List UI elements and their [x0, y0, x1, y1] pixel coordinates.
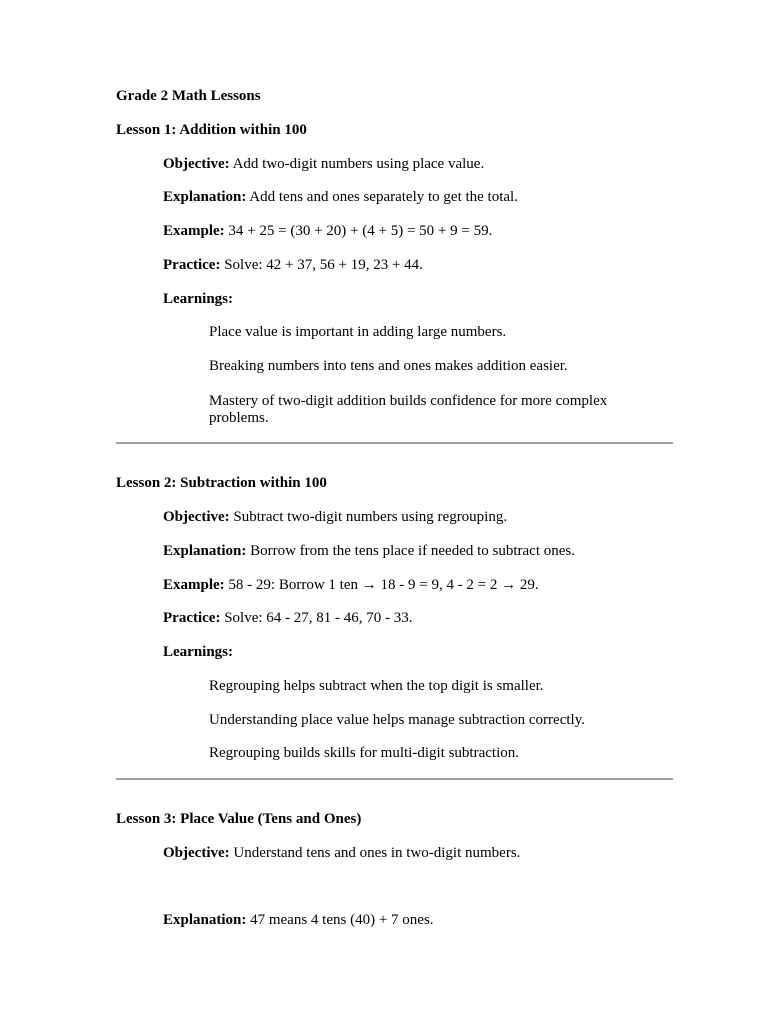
lesson-1-practice [163, 257, 423, 274]
objective-text: Add two-digit numbers using place value. [232, 156, 485, 172]
lesson-1-learning-item: Place value is important in adding large numbers. [209, 324, 507, 340]
practice-text: Solve: 42 + 37, 56 + 19, 23 + 44. [224, 257, 423, 273]
lesson-3-heading: Lesson 3: Place Value (Tens and Ones) [116, 811, 362, 827]
lesson-2-learning-item: Regrouping helps subtract when the top digit is smaller. [209, 678, 544, 694]
lesson-1-example [163, 223, 492, 240]
example-text: 58 - 29: Borrow 1 ten → 18 - 9 = 9, 4 - 2 = 2 → 29. [228, 577, 539, 593]
explanation-label: Explanation: [163, 189, 247, 205]
lesson-1-learning-item: Mastery of two-digit addition builds confidence for more complex problems. [209, 393, 608, 426]
lesson-2-learning-item: Regrouping builds skills for multi-digit subtraction. [209, 745, 519, 761]
explanation-text: Add tens and ones separately to get the total. [249, 189, 518, 205]
explanation-text: 47 means 4 tens (40) + 7 ones. [250, 912, 434, 928]
document-title: Grade 2 Math Lessons [116, 88, 261, 104]
lesson-3-objective [163, 845, 520, 862]
example-label: Example: [163, 223, 225, 239]
section-divider [116, 778, 673, 780]
objective-label: Objective: [163, 509, 230, 525]
lesson-3-explanation [163, 912, 434, 929]
objective-text: Understand tens and ones in two-digit numbers. [233, 845, 521, 861]
practice-label: Practice: [163, 257, 221, 273]
practice-label: Practice: [163, 610, 221, 626]
lesson-2-explanation [163, 543, 575, 560]
lesson-2-objective [163, 509, 507, 526]
explanation-text: Borrow from the tens place if needed to subtract ones. [250, 543, 576, 559]
objective-text: Subtract two-digit numbers using regrouping. [233, 509, 508, 525]
example-text: 34 + 25 = (30 + 20) + (4 + 5) = 50 + 9 = 59. [228, 223, 493, 239]
explanation-label: Explanation: [163, 912, 247, 928]
objective-label: Objective: [163, 845, 230, 861]
section-divider [116, 442, 673, 444]
lesson-2-learning-item: Understanding place value helps manage subtraction correctly. [209, 712, 585, 728]
lesson-1-learning-item: Breaking numbers into tens and ones makes addition easier. [209, 358, 568, 374]
lesson-2-heading: Lesson 2: Subtraction within 100 [116, 475, 327, 491]
lesson-1-heading: Lesson 1: Addition within 100 [116, 122, 307, 138]
lesson-2-practice [163, 610, 413, 627]
objective-label: Objective: [163, 156, 230, 172]
lesson-2-example [163, 577, 539, 594]
lesson-2-learnings-label: Learnings: [163, 644, 234, 660]
lesson-1-learnings-label: Learnings: [163, 291, 234, 307]
lesson-1-objective [163, 156, 484, 173]
example-label: Example: [163, 577, 225, 593]
practice-text: Solve: 64 - 27, 81 - 46, 70 - 33. [224, 610, 413, 626]
lesson-1-explanation [163, 189, 518, 206]
explanation-label: Explanation: [163, 543, 247, 559]
